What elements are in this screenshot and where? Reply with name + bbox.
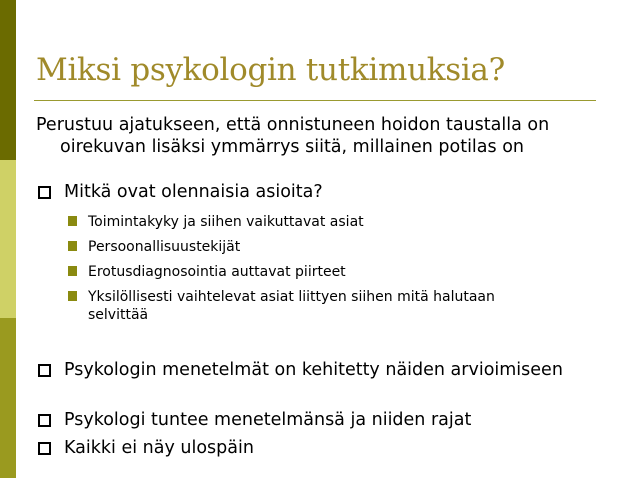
sub-bullet-text: Yksilöllisesti vaihtelevat asiat liittyen siihen mitä halutaan selvittää [88,289,495,323]
bullet-item [64,359,604,381]
square-bullet-icon [38,414,51,427]
sub-bullet-text: Persoonallisuustekijät [88,239,241,255]
square-bullet-icon [38,442,51,455]
square-bullet-icon [38,364,51,377]
filled-square-bullet-icon [68,216,77,226]
sub-bullet-text: Erotusdiagnosointia auttavat piirteet [88,264,346,280]
sub-bullet-item [88,213,548,231]
sub-bullet-item [88,263,548,281]
filled-square-bullet-icon [68,291,77,301]
sub-bullet-text: Toimintakyky ja siihen vaikuttavat asiat [88,214,364,230]
sidebar-accent-top [0,0,16,160]
sub-bullet-item [88,238,548,256]
square-bullet-icon [38,186,51,199]
bullet-text: Mitkä ovat olennaisia asioita? [64,182,323,202]
sidebar-accent-bottom [0,318,16,478]
bullet-item [64,409,604,431]
title-divider [34,100,596,101]
bullet-text: Psykologi tuntee menetelmänsä ja niiden rajat [64,410,472,430]
sub-bullet-item [88,288,548,324]
bullet-text: Psykologin menetelmät on kehitetty näiden arvioimiseen [64,360,563,380]
sidebar-accent-middle [0,160,16,318]
bullet-text: Kaikki ei näy ulospäin [64,438,254,458]
filled-square-bullet-icon [68,241,77,251]
slide-title: Miksi psykologin tutkimuksia? [36,52,505,88]
bullet-item [64,437,604,459]
filled-square-bullet-icon [68,266,77,276]
bullet-item [64,181,604,203]
intro-paragraph: Perustuu ajatukseen, että onnistuneen hoidon taustalla on oirekuvan lisäksi ymmärrys siitä, millainen potilas on [36,115,550,157]
